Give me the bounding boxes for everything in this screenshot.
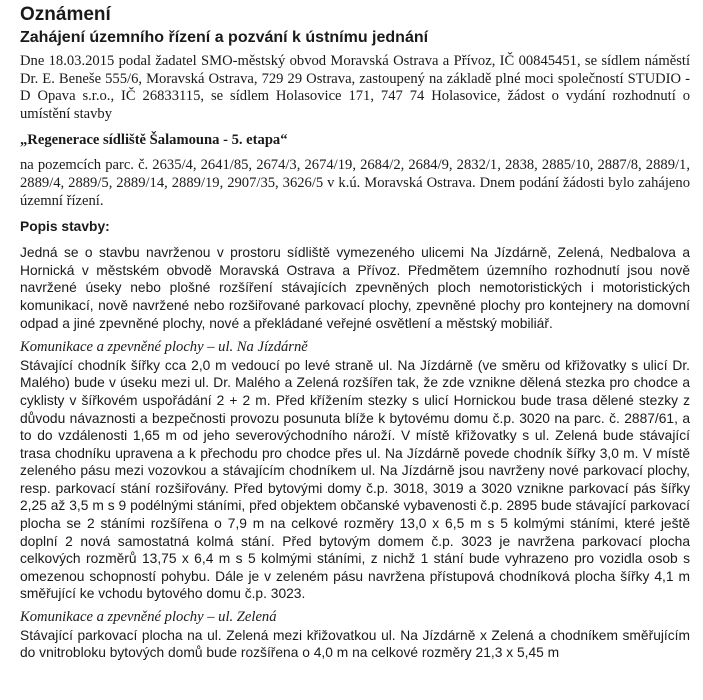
document-page (20, 3, 690, 662)
intro-paragraph: Dne 18.03.2015 podal žadatel SMO-městský obvod Moravská Ostrava a Přívoz, IČ 00845451, se sídlem náměstí Dr. E. Beneše 555/6, Moravská Ostrava, 729 29 Ostrava, zastoupený na základě plné moci společností STUDIO - D Opava s.r.o., IČ 26833115, se sídlem Holasovice 171, 747 74 Holasovice, žádost o vydání rozhodnutí o umístění stavby (20, 53, 690, 122)
subsection-heading: Komunikace a zpevněné plochy – ul. Zelená (20, 609, 277, 626)
parcels-paragraph: na pozemcích parc. č. 2635/4, 2641/85, 2674/3, 2674/19, 2684/2, 2684/9, 2832/1, 2838, 2885/10, 2887/8, 2889/1, 2889/4, 2889/5, 2889/14, 2889/19, 2907/35, 3626/5 v k.ú. Moravská Ostrava. Dnem podání žádosti bylo zahájeno územní řízení. (20, 157, 690, 209)
subsection-text: Stávající parkovací plocha na ul. Zelená mezi křižovatkou ul. Na Jízdárně x Zelená a chodníkem směřujícím do vnitrobloku bytových domů bude rozšířena o 4,0 m na celkové rozměry 21,3 x 5,45 m (20, 627, 690, 661)
document-subtitle: Zahájení územního řízení a pozvání k ústnímu jednání (20, 29, 429, 46)
document-title: Oznámení (20, 4, 111, 25)
section-title: Popis stavby: (20, 219, 110, 235)
subsection-text: Stávající chodník šířky cca 2,0 m vedoucí po levé straně ul. Na Jízdárně (ve směru od křižovatky s ulicí Dr. Malého) bude v úseku mezi ul. Dr. Malého a Zelená rozšířen tak, že zde vznikne dělená stezka pro chodce a cyklisty v šířkovém uspořádání 2 + 2 m. Před křížením stezky s ulicí Hornickou bude trasa dělené stezky z důvodu návaznosti a bezpečnosti provozu posunuta blíže k bytovému domu č.p. 3020 na parc. č. 2887/61, a to do vzdálenosti 1,65 m od jeho severovýchodního nároží. V místě křižovatky s ul. Zelená bude stávající trasa chodníku upravena a k přechodu pro chodce přes ul. Na Jízdárně povede chodník šířky 3,0 m. V místě zeleného pásu mezi vozovkou a stávajícím chodníkem ul. Na Jízdárně jsou navrženy nové parkovací plochy, resp. parkovací stání rozšiřovány. Před bytovými domy č.p. 3018, 3019 a 3020 vznikne parkovací pás šířky 2,25 až 3,5 m s 9 podélnými stáními, před objektem občanské vybavenosti č.p. 2895 bude stávající parkovací plocha se 2 stáními rozšířena o 7,9 m na celkové rozměry 13,0 x 6,5 m s 5 kolmými stáními, které ještě doplní 2 nová samostatná kolmá stání. Před bytovým domem č.p. 3023 je navržena parkovací plocha celkových rozměrů 13,75 x 6,4 m s 5 kolmými stáními, z nichž 1 stání bude vyhrazeno pro vozidla osob s omezenou schopností pohybu. Dále je v zeleném pásu navržena přístupová chodníková plocha šířky 4,1 m směřující ke vchodu bytového domu č.p. 3023. (20, 357, 690, 602)
project-name: „Regenerace sídliště Šalamouna - 5. etapa“ (20, 132, 288, 149)
subsection-heading: Komunikace a zpevněné plochy – ul. Na Jízdárně (20, 339, 308, 356)
description-paragraph: Jedná se o stavbu navrženou v prostoru sídliště vymezeného ulicemi Na Jízdárně, Zelená, Nedbalova a Hornická v městském obvodě Moravská Ostrava a Přívoz. Předmětem územního rozhodnutí jsou nově navržené úseky nebo plošné rozšíření stávajících zpevněných ploch nemotoristických i motoristických komunikací, nově navržené nebo rozšiřované parkovací plochy, zpevněné plochy pro kontejnery na domovní odpad a jiné zpevněné plochy, nové a překládané veřejné osvětlení a městský mobiliář. (20, 245, 690, 331)
